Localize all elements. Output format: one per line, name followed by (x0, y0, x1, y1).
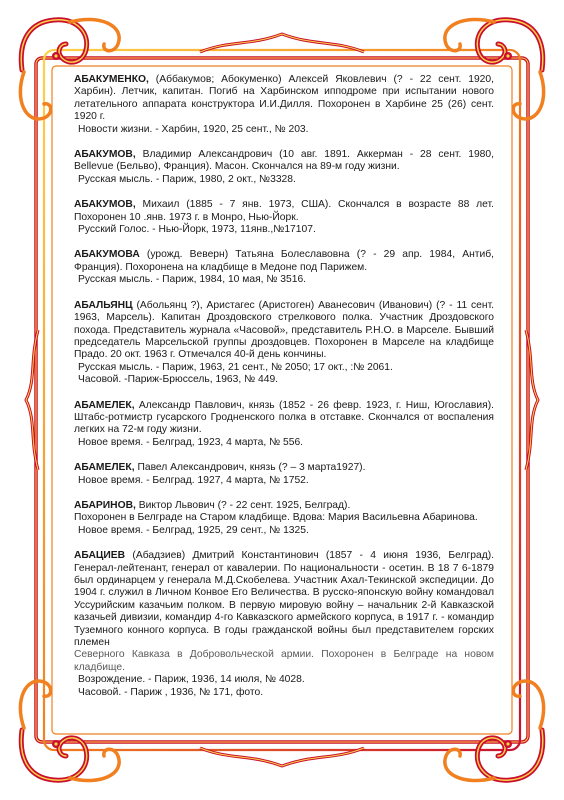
entry-text (74, 300, 494, 362)
entry-text (74, 462, 494, 474)
entry-surname: АБАРИНОВ, (74, 499, 136, 511)
entry-surname: АБАМЕЛЕК, (74, 399, 135, 411)
entry-description: (Абольянц ?), Аристагес (Аристоген) Аванесович (Иванович) (? - 11 сент. 1963, Марсель). Капитан Дроздовского стрелкового полка. Участник Дроздовского похода. Представитель журнала «Часовой», представитель Р.Н.О. в Марселе. Бывший председатель Марсельской группы дроздовцев. Похоронен в Марселе на кладбище Прадо. 20 окт. 1963 г. Отмечался 40-й день кончины. (74, 299, 494, 361)
entry-surname: АБАКУМОВ, (74, 149, 136, 161)
entry-description-continued: Северного Кавказа в Добровольческой армии. Похоронен в Белграде на новом кладбище. (74, 649, 494, 673)
entry-source: Русский Голос. - Нью-Йорк, 1973, 11янв.,№17107. (78, 224, 316, 236)
entry-surname: АБАЦИЕВ (74, 550, 126, 562)
entry-description: Михаил (1885 - 7 янв. 1973, США). Скончался в возрасте 88 лет. Похоронен 10 .янв. 1973 г. в Монро, Нью-Йорк. (74, 199, 494, 223)
entry-description: Александр Павлович, князь (1852 - 26 февр. 1923, г. Ниш, Югославия). Штабс-ротмистр гусарского Гродненского полка в отставке. Скончался от воспаления легких на 72-м году жизни. (74, 399, 494, 436)
entry-abakumov-mikhail (74, 199, 494, 236)
entry-description-continued: Похоронен в Белграде на Старом кладбище. Вдова: Мария Васильевна Абаринова. (74, 512, 478, 524)
entry-abarinov (74, 500, 494, 537)
entry-surname: АБАМЕЛЕК, (74, 462, 135, 474)
entry-text (74, 400, 494, 437)
entry-text (74, 249, 494, 274)
entry-source: Русская мысль. - Париж, 1963, 21 сент., № 2050; 17 окт., :№ 2061. (78, 361, 393, 373)
entry-text (74, 500, 494, 512)
entry-description: Павел Александрович, князь (? – 3 марта1927). (134, 462, 366, 474)
entry-source: Русская мысль. - Париж, 1984, 10 мая, № 3516. (78, 274, 307, 286)
entry-abalyants (74, 300, 494, 387)
entry-surname: АБАКУМОВА (74, 249, 140, 261)
entry-source: Часовой. -Париж-Брюссель, 1963, № 449. (78, 374, 279, 386)
document-body (74, 74, 494, 712)
entry-abakumova (74, 249, 494, 286)
entry-abatsiev (74, 550, 494, 699)
entry-description: Виктор Львович (? - 22 сент. 1925, Белград). (135, 499, 351, 511)
entry-source: Новое время. - Белград, 1925, 29 сент., № 1325. (78, 524, 309, 536)
entry-abamelek-pavel (74, 462, 494, 487)
entry-description: Владимир Александрович (10 авг. 1891. Аккерман - 28 сент. 1980, Bellevue (Бельво), Франция). Масон. Скончался на 89-м году жизни. (74, 149, 494, 173)
entry-surname: АБАЛЬЯНЦ (74, 299, 133, 311)
entry-abamelek-alexander (74, 400, 494, 450)
entry-source: Возрождение. - Париж, 1936, 14 июля, № 4028. (78, 674, 305, 686)
entry-text (74, 199, 494, 224)
entry-description: (урожд. Веверн) Татьяна Болеславовна (? - 29 апр. 1984, Антиб, Франция). Похоронена на кладбище в Медоне под Парижем. (74, 249, 494, 273)
entry-source: Часовой. - Париж , 1936, № 171, фото. (78, 686, 264, 698)
entry-source: Новости жизни. - Харбин, 1920, 25 сент., № 203. (78, 123, 309, 135)
entry-surname: АБАКУМЕНКО, (74, 74, 149, 85)
entry-description: (Абадзиев) Дмитрий Константинович (1857 - 4 июня 1936, Белград). Генерал-лейтенант, генерал от кавалерии. По национальности - осетин. В 18 7 6-1879 был ординарцем у генерала М.Д.Скобелева. Участник Ахал-Текинской экспедиции. До 1904 г. служил в Личном Конвое Его Величества. В русско-японскую войну командовал Уссурийским казачьим полком. В первую мировую войну – начальник 2-й Кавказской казачьей дивизии, командир 4-го Кавказского армейского корпуса, в 1917 г. - командир Туземного конного корпуса. В годы гражданской войны был представителем горских племен (74, 550, 494, 649)
entry-surname: АБАКУМОВ, (74, 199, 136, 211)
entry-abakumenko (74, 74, 494, 136)
entry-source: Новое время. - Белград, 1923, 4 марта, № 556. (78, 436, 304, 448)
entry-text (74, 74, 494, 124)
entry-description: (Аббакумов; Абокуменко) Алексей Яковлевич (? - 22 сент. 1920, Харбин). Летчик, капитан. Погиб на Харбинском ипподроме при испытании нового летательного аппарата конструктора И.И.Дилля. Похоронен в Харбине 25 (26) сент. 1920 г. (74, 74, 494, 123)
entry-text (74, 550, 494, 649)
entry-text (74, 149, 494, 174)
entry-abakumov-vladimir (74, 149, 494, 186)
entry-source: Русская мысль. - Париж, 1980, 2 окт., №3328. (78, 173, 296, 185)
entry-source: Новое время. - Белград. 1927, 4 марта, № 1752. (78, 474, 309, 486)
